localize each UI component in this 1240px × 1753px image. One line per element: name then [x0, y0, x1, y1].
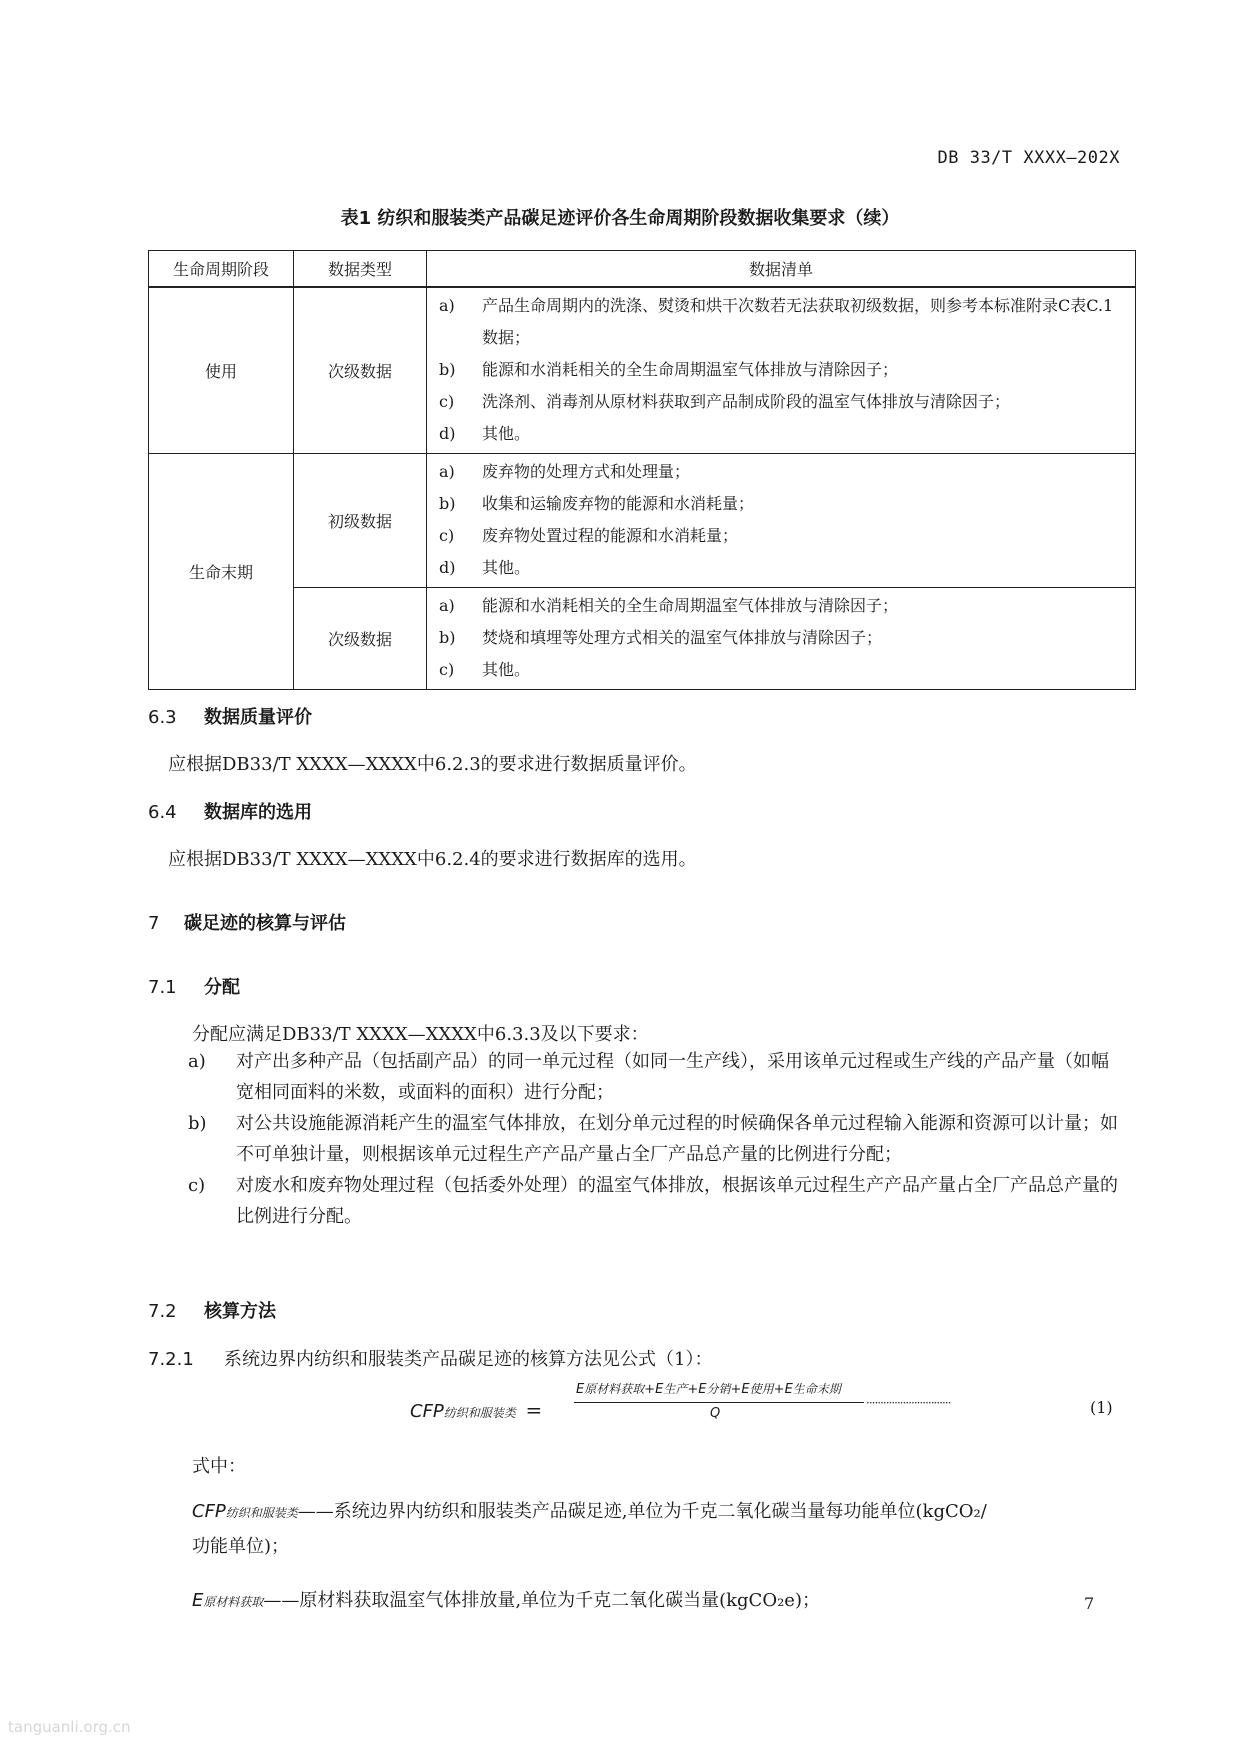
formula-numerator [576, 1380, 841, 1397]
data-list-cell [427, 287, 1136, 454]
list-item [439, 418, 1123, 450]
section-number: 6.3 [148, 707, 177, 728]
item-label: c) [439, 392, 455, 411]
section-number: 7.2 [148, 1301, 177, 1322]
list-item [439, 590, 1123, 622]
section-title: 数据质量评价 [204, 707, 312, 728]
item-label: b) [188, 1113, 207, 1134]
clause-7-2-1 [148, 1345, 712, 1371]
section-6-4-body: 应根据DB33/T XXXX—XXXX中6.2.4的要求进行数据库的选用。 [168, 849, 697, 870]
list-item [439, 552, 1123, 584]
col-header-stage: 生命周期阶段 [149, 251, 294, 288]
col-header-type: 数据类型 [294, 251, 427, 288]
data-collection-table [148, 250, 1136, 690]
data-type-cell: 初级数据 [294, 454, 427, 588]
definition-cfp [192, 1497, 1122, 1523]
document-code: DB 33/T XXXX—202X [937, 148, 1120, 168]
section-title: 分配 [204, 977, 240, 998]
list-item [439, 520, 1123, 552]
section-7-heading [148, 909, 346, 935]
stage-cell: 生命末期 [149, 454, 294, 690]
table-row-eol-primary [149, 454, 1136, 588]
item-label: a) [439, 462, 455, 481]
watermark: tanguanli.org.cn [8, 1718, 131, 1736]
list-item [439, 622, 1123, 654]
item-text: 对公共设施能源消耗产生的温室气体排放，在划分单元过程的时候确保各单元过程输入能源和资源可以计量；如不可单独计量，则根据该单元过程生产产品产量占全厂产品总产量的比例进行分配； [236, 1113, 1118, 1165]
data-list-cell [427, 454, 1136, 588]
item-label: d) [439, 424, 456, 443]
term-subscript: 生命末期 [792, 1382, 841, 1396]
formula-denominator: Q [710, 1406, 721, 1421]
list-item [188, 1046, 1118, 1108]
item-text: 能源和水消耗相关的全生命周期温室气体排放与清除因子； [482, 596, 899, 615]
list-item [188, 1170, 1118, 1232]
section-6-3-body: 应根据DB33/T XXXX—XXXX中6.2.3的要求进行数据质量评价。 [168, 754, 697, 775]
section-number: 7.1 [148, 977, 177, 998]
page-number: 7 [1084, 1594, 1095, 1613]
item-text: 洗涤剂、消毒剂从原材料获取到产品制成阶段的温室气体排放与清除因子； [482, 392, 1011, 411]
section-title: 碳足迹的核算与评估 [184, 913, 346, 934]
section-number: 7 [148, 913, 160, 934]
plus-sign: + [687, 1382, 699, 1397]
item-label: d) [439, 558, 456, 577]
equals-sign: = [525, 1398, 543, 1422]
list-item [188, 1108, 1118, 1170]
section-6-4-heading [148, 798, 312, 824]
e-symbol: E [192, 1590, 204, 1611]
item-label: b) [439, 494, 456, 513]
formula-number: (1) [1090, 1398, 1113, 1417]
item-text: 对产出多种产品（包括副产品）的同一单元过程（如同一生产线），采用该单元过程或生产线的产品产量（如幅宽相同面料的米数，或面料的面积）进行分配； [236, 1051, 1109, 1103]
item-text: 能源和水消耗相关的全生命周期温室气体排放与清除因子； [482, 360, 899, 379]
table-row-use [149, 287, 1136, 454]
item-text: 废弃物的处理方式和处理量； [482, 462, 691, 481]
e-symbol: E [576, 1382, 585, 1397]
plus-sign: + [730, 1382, 742, 1397]
list-item [439, 456, 1123, 488]
e-symbol: E [698, 1382, 707, 1397]
item-text: 收集和运输废弃物的能源和水消耗量； [482, 494, 755, 513]
item-text: 其他。 [482, 424, 531, 443]
formula-1 [410, 1380, 1130, 1440]
formula-lhs [410, 1398, 542, 1422]
item-label: b) [439, 628, 456, 647]
stage-cell: 使用 [149, 287, 294, 454]
term-subscript: 原材料获取 [584, 1382, 645, 1396]
item-text: 对废水和废弃物处理过程（包括委外处理）的温室气体排放，根据该单元过程生产产品产量占全厂产品总产量的比例进行分配。 [236, 1175, 1118, 1227]
cfp-symbol: CFP [192, 1501, 226, 1522]
section-title: 核算方法 [204, 1301, 276, 1322]
plus-sign: + [644, 1382, 656, 1397]
list-item [439, 354, 1123, 386]
item-text: 废弃物处置过程的能源和水消耗量； [482, 526, 739, 545]
e-subscript: 原材料获取 [203, 1595, 264, 1609]
col-header-list: 数据清单 [427, 251, 1136, 288]
clause-text: 系统边界内纺织和服装类产品碳足迹的核算方法见公式（1）： [224, 1349, 713, 1370]
table-caption: 表1 纺织和服装类产品碳足迹评价各生命周期阶段数据收集要求（续） [340, 208, 900, 229]
list-item [439, 386, 1123, 418]
section-7-1-intro: 分配应满足DB33/T XXXX—XXXX中6.3.3及以下要求： [192, 1024, 649, 1045]
e-symbol: E [655, 1382, 664, 1397]
section-7-1-heading [148, 973, 240, 999]
e-symbol: E [741, 1382, 750, 1397]
definition-e-raw [192, 1586, 820, 1612]
item-text: 其他。 [482, 660, 531, 679]
item-text: 其他。 [482, 558, 531, 577]
item-text: 焚烧和填埋等处理方式相关的温室气体排放与清除因子； [482, 628, 883, 647]
data-type-cell: 次级数据 [294, 287, 427, 454]
data-list-cell [427, 588, 1136, 690]
plus-sign: + [773, 1382, 785, 1397]
item-label: a) [439, 596, 455, 615]
cfp-symbol: CFP [410, 1401, 444, 1422]
list-item [439, 654, 1123, 686]
term-subscript: 生产 [663, 1382, 688, 1396]
definition-text: ——原材料获取温室气体排放量,单位为千克二氧化碳当量(kgCO₂e)； [263, 1590, 820, 1611]
fraction-bar [574, 1402, 864, 1403]
list-item [439, 488, 1123, 520]
item-label: a) [439, 296, 455, 315]
definition-cfp-continued: 功能单位)； [192, 1536, 290, 1557]
term-subscript: 使用 [749, 1382, 774, 1396]
section-6-3-heading [148, 703, 312, 729]
item-label: c) [188, 1175, 206, 1196]
table-row-eol-secondary [149, 588, 1136, 690]
section-title: 数据库的选用 [204, 802, 312, 823]
allocation-requirements-list [188, 1046, 1118, 1232]
list-item [439, 290, 1123, 354]
cfp-subscript: 纺织和服装类 [225, 1506, 298, 1520]
cfp-subscript: 纺织和服装类 [443, 1406, 516, 1420]
item-label: b) [439, 360, 456, 379]
leader-dots: ······························ [866, 1396, 951, 1410]
e-symbol: E [784, 1382, 793, 1397]
item-text: 产品生命周期内的洗涤、熨烫和烘干次数若无法获取初级数据，则参考本标准附录C表C.1数据； [482, 296, 1114, 347]
section-7-2-heading [148, 1297, 276, 1323]
definition-text: ——系统边界内纺织和服装类产品碳足迹,单位为千克二氧化碳当量每功能单位(kgCO₂/ [297, 1501, 987, 1522]
term-subscript: 分销 [706, 1382, 731, 1396]
section-number: 6.4 [148, 802, 177, 823]
data-type-cell: 次级数据 [294, 588, 427, 690]
clause-number: 7.2.1 [148, 1349, 194, 1370]
item-label: c) [439, 526, 455, 545]
item-label: c) [439, 660, 455, 679]
item-label: a) [188, 1051, 206, 1072]
where-label: 式中： [192, 1456, 246, 1477]
